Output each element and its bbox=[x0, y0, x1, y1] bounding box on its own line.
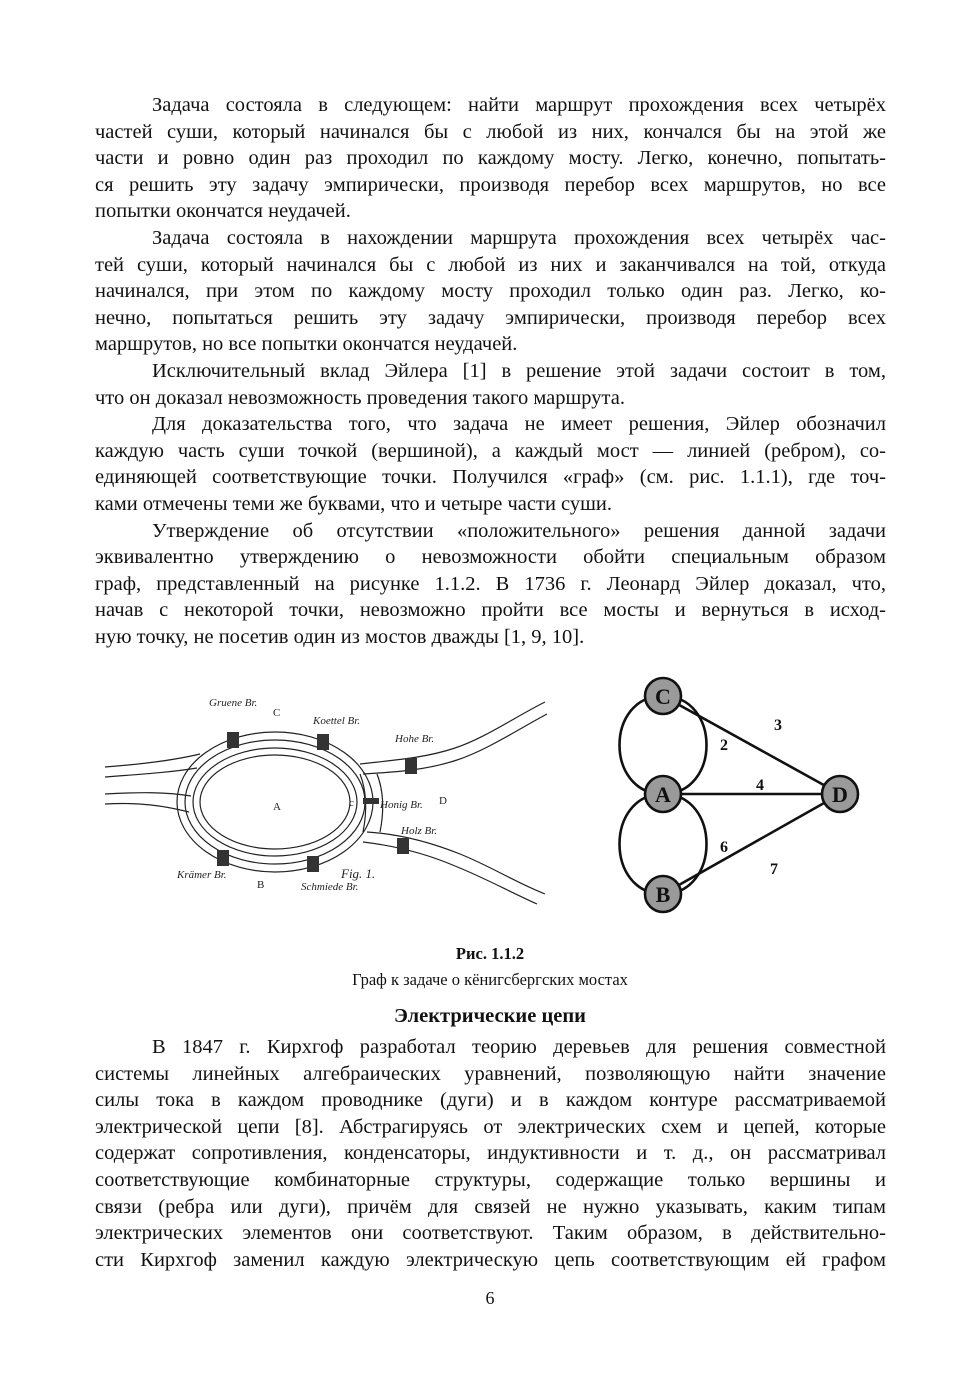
paragraph-line: содержат сопротивления, конденсаторы, индуктивности и т. д., он рассматривал bbox=[95, 1142, 886, 1165]
graph-node-label: B bbox=[655, 882, 671, 907]
paragraph-line: что он доказал невозможность проведения такого маршрута. bbox=[95, 386, 625, 409]
section-heading: Электрические цепи bbox=[394, 1005, 586, 1027]
map-fig-label: Fig. 1. bbox=[341, 866, 376, 881]
paragraph-line: Задача состояла в следующем: найти маршрут прохождения всех четырёх bbox=[152, 94, 886, 116]
river-bank bbox=[367, 832, 545, 894]
river-bank bbox=[105, 803, 189, 812]
paragraph-line: Утверждение об отсутствии «положительного» решения данной задачи bbox=[152, 519, 886, 542]
paragraph-line: сти Кирхгоф заменил каждую электрическую цепь соответствующим ей графом bbox=[95, 1248, 886, 1271]
map-region-label: C bbox=[273, 707, 281, 719]
graph-edge-label: 3 bbox=[774, 717, 782, 734]
paragraph-line: каждую часть суши точкой (вершиной), а каждый мост — линией (ребром), со- bbox=[95, 439, 886, 462]
river-bank bbox=[105, 754, 200, 767]
paragraph-line: электрических элементов они соответствуют. Таким образом, в действительно- bbox=[95, 1222, 886, 1245]
paragraph-line: В 1847 г. Кирхгоф разработал теорию деревьев для решения совместной bbox=[152, 1036, 886, 1058]
figure-caption-title: Рис. 1.1.2 bbox=[455, 944, 525, 963]
bridge-mark bbox=[405, 758, 417, 774]
graph-edge-C-D bbox=[663, 696, 840, 794]
konigsberg-graph-figure bbox=[600, 672, 875, 922]
graph-edge-label: 2 bbox=[720, 737, 728, 754]
paragraph-line: ками отмечены теми же буквами, что и четыре части суши. bbox=[95, 493, 613, 515]
paragraph-line: нечно, попытаться решить эту задачу эмпирически, производя перебор всех bbox=[95, 306, 886, 329]
konigsberg-map-figure bbox=[105, 682, 550, 907]
map-bridge-label: Krämer Br. bbox=[177, 869, 227, 881]
bridge-mark bbox=[217, 850, 229, 866]
river-bank bbox=[363, 842, 537, 904]
paragraph-line: начав с некоторой точки, невозможно пройти все мосты и вернуться в исход- bbox=[95, 599, 886, 622]
graph-edge-label: 6 bbox=[720, 839, 728, 856]
paragraph-line: части и ровно один раз проходил по каждому мосту. Легко, конечно, попытать- bbox=[95, 147, 886, 170]
map-bridge-label: Gruene Br. bbox=[209, 697, 258, 709]
paragraph-line: начинался, при этом по каждому мосту проходил только один раз. Легко, ко- bbox=[95, 280, 886, 303]
map-region-label: D bbox=[439, 795, 447, 807]
river-bank bbox=[360, 702, 545, 764]
paragraph-line: Исключительный вклад Эйлера [1] в решение этой задачи состоит в том, bbox=[152, 360, 886, 382]
map-region-label: B bbox=[257, 879, 265, 891]
paragraph-line: электрической цепи [8]. Абстрагируясь от электрических схем и цепей, которые bbox=[95, 1115, 886, 1138]
paragraph-line: ную точку, не посетив один из мостов дважды [1, 9, 10]. bbox=[95, 626, 585, 648]
map-bridge-label: Honig Br. bbox=[380, 799, 423, 811]
paragraph-line: системы линейных алгебраических уравнений, позволяющую найти значение bbox=[95, 1062, 886, 1085]
figure-caption-text: Граф к задаче о кёнигсбергских мостах bbox=[352, 970, 628, 989]
map-region-label: c bbox=[349, 797, 354, 809]
graph-edge-label: 7 bbox=[770, 861, 778, 878]
river-bank bbox=[105, 768, 197, 777]
river-bank bbox=[363, 714, 547, 774]
paragraph-line: тей суши, который начинался бы с любой из них и заканчивался на той, откуда bbox=[95, 253, 886, 276]
paragraph-line: силы тока в каждом проводнике (дуги) и в каждом контуре рассматриваемой bbox=[95, 1089, 886, 1112]
map-bridge-label: Hohe Br. bbox=[395, 733, 435, 745]
map-region-label: A bbox=[273, 801, 281, 813]
paragraph-line: связи (ребра или дуги), причём для связей не нужно указывать, каким типам bbox=[95, 1195, 886, 1218]
graph-edge-B-D bbox=[663, 794, 840, 894]
bridge-mark bbox=[363, 798, 379, 804]
bridge-mark bbox=[227, 732, 239, 748]
bridge-mark bbox=[397, 838, 409, 854]
paragraph-line: Задача состояла в нахождении маршрута прохождения всех четырёх час- bbox=[152, 227, 886, 249]
paragraph-line: маршрутов, но все попытки окончатся неудачей. bbox=[95, 333, 518, 356]
paragraph-line: попытки окончатся неудачей. bbox=[95, 200, 351, 223]
graph-node-label: A bbox=[655, 782, 671, 807]
graph-node-label: D bbox=[832, 782, 848, 807]
page-number: 6 bbox=[485, 1288, 495, 1308]
map-bridge-label: Holz Br. bbox=[401, 825, 438, 837]
graph-node-label: C bbox=[655, 684, 671, 709]
graph-edge-label: 4 bbox=[756, 777, 764, 794]
paragraph-line: Для доказательства того, что задача не имеет решения, Эйлер обозначил bbox=[152, 413, 886, 436]
paragraph-line: граф, представленный на рисунке 1.1.2. В 1736 г. Леонард Эйлер доказал, что, bbox=[95, 572, 886, 595]
paragraph-line: частей суши, который начинался бы с любой из них, кончался бы на этой же bbox=[95, 120, 886, 143]
bridge-mark bbox=[317, 734, 329, 750]
map-bridge-label: Koettel Br. bbox=[313, 715, 361, 727]
paragraph-line: ся решить эту задачу эмпирически, производя перебор всех маршрутов, но все bbox=[95, 173, 886, 196]
paragraph-line: соответствующие комбинаторные структуры, содержащие только вершины и bbox=[95, 1169, 886, 1191]
paragraph-line: единяющей соответствующие точки. Получился «граф» (см. рис. 1.1.1), где точ- bbox=[95, 466, 886, 489]
paragraph-line: эквивалентно утверждению о невозможности обойти специальным образом bbox=[95, 546, 886, 569]
bridge-mark bbox=[307, 856, 319, 872]
map-bridge-label: Schmiede Br. bbox=[301, 881, 359, 893]
